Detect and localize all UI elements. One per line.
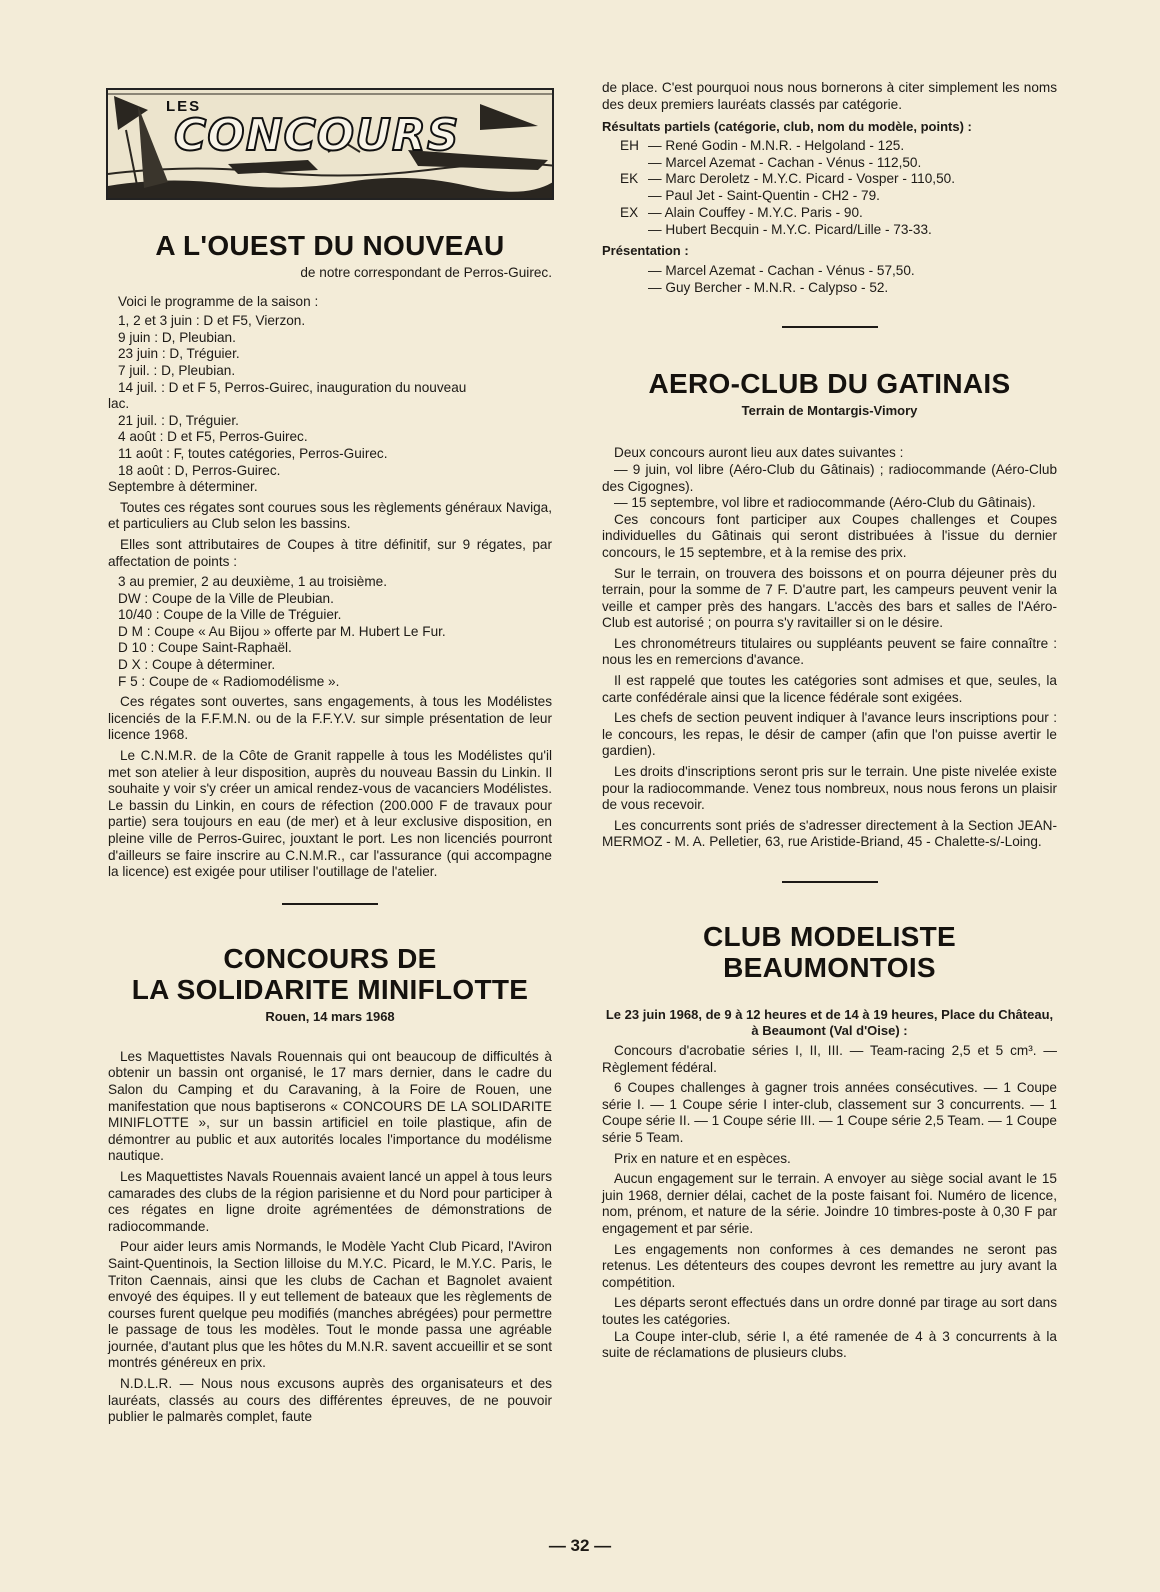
result-text: — Hubert Becquin - M.Y.C. Picard/Lille - 73-33. [648,221,932,237]
beaumont-paragraph: Concours d'acrobatie séries I, II, III. — Team-racing 2,5 et 5 cm³. — Règlement fédéral. [602,1043,1057,1075]
banner-concours-label: CONCOURS [174,110,460,161]
schedule-item: 21 juil. : D, Tréguier. [118,412,239,428]
result-text: — Paul Jet - Saint-Quentin - CH2 - 79. [648,188,880,204]
result-category: EX [620,204,639,220]
result-row [602,188,1057,205]
beaumont-title-line1: CLUB MODELISTE [702,921,957,952]
gatinais-paragraph: — 15 septembre, vol libre et radiocommande (Aéro-Club du Gâtinais). [614,495,1036,511]
gatinais-paragraph: Les chefs de section peuvent indiquer à l'avance leurs inscriptions pour : le concours, les repas, le désir de camper (afin que l'on puisse avertir le gardien). [602,710,1057,759]
ouest-paragraph: Elles sont attributaires de Coupes à titre définitif, sur 9 régates, par affectation de points : [108,536,552,569]
schedule-item: 18 août : D, Perros-Guirec. [118,462,281,478]
results-list [602,138,1057,239]
solidarite-paragraph: N.D.L.R. — Nous nous excusons auprès des organisateurs et des lauréats, classés au cours des différentes épreuves, de ne pouvoir publier le palmarès complet, faute [108,1376,552,1425]
beaumont-paragraph: La Coupe inter-club, série I, a été ramenée de 4 à 3 concurrents à la suite de réclamations de plusieurs clubs. [602,1328,1057,1361]
beaumont-paragraph: Aucun engagement sur le terrain. A envoyer au siège social avant le 15 juin 1968, dernier délai, cachet de la poste faisant foi. Numéro de licence, nom, prénom, et nature de la série. Joindre 10 timbres-poste à 0,30 F par engagement et par série. [602,1171,1057,1236]
solidarite-subtitle: Rouen, 14 mars 1968 [265,1008,395,1024]
ouest-intro: Voici le programme de la saison : [118,293,319,309]
banner-les-label: LES [166,98,202,115]
results-header: Résultats partiels (catégorie, club, nom du modèle, points) : [602,119,972,135]
schedule-item: Septembre à déterminer. [108,479,258,495]
points-item: DW : Coupe de la Ville de Pleubian. [118,590,334,606]
points-item: D X : Coupe à déterminer. [118,657,276,673]
presentation-item: — Guy Bercher - M.N.R. - Calypso - 52. [648,279,889,295]
beaumont-title-line2: BEAUMONTOIS [723,952,936,983]
solidarite-title-line2: LA SOLIDARITE MINIFLOTTE [131,973,529,1005]
presentation-header: Présentation : [602,242,689,258]
points-item: D 10 : Coupe Saint-Raphaël. [118,640,292,656]
left-column [108,230,552,1426]
gatinais-paragraph: Les droits d'inscriptions seront pris sur le terrain. Une piste nivelée existe pour la radiocommande. Venez tous nombreux, nous nous ferons un plaisir de vous recevoir. [602,764,1057,813]
gatinais-paragraph: Les concurrents sont priés de s'adresser directement à la Section JEAN-MERMOZ - M. A. Pelletier, 63, rue Aristide-Briand, 45 - Chalette-s/-Loing. [602,817,1057,850]
result-text: — Marcel Azemat - Cachan - Vénus - 112,50. [648,154,922,170]
ouest-byline: de notre correspondant de Perros-Guirec. [300,265,552,280]
schedule-item: 9 juin : D, Pleubian. [118,329,236,345]
result-row [602,205,1057,222]
result-category: EK [620,171,639,187]
result-row [602,222,1057,239]
result-text: — Alain Couffey - M.Y.C. Paris - 90. [648,204,863,220]
points-item: 3 au premier, 2 au deuxième, 1 au troisième. [118,574,388,590]
gatinais-paragraph: Les chronométreurs titulaires ou suppléants peuvent se faire connaître : nous les en remercions d'avance. [602,635,1057,668]
beaumont-paragraph: Les départs seront effectués dans un ordre donné par tirage au sort dans toutes les catégories. [602,1295,1057,1327]
ouest-paragraph: Toutes ces régates sont courues sous les règlements généraux Naviga, et particuliers au Club selon les bassins. [108,499,552,532]
result-row [602,171,1057,188]
points-item: F 5 : Coupe de « Radiomodélisme ». [118,673,340,689]
result-row [602,155,1057,172]
gatinais-paragraph: Ces concours font participer aux Coupes challenges et Coupes individuelles du Gâtinais qui seront distribuées à l'issue du dernier concours, le 15 septembre, et à la remise des prix. [602,511,1057,560]
schedule-item: 11 août : F, toutes catégories, Perros-Guirec. [118,445,388,461]
ouest-paragraph: Le C.N.M.R. de la Côte de Granit rappelle à tous les Modélistes qu'il met son atelier à leur disposition, auprès du nouveau Bassin du Linkin. Il souhaite y voir s'y créer un amical rendez-vous de vacanciers Modélistes. Le bassin du Linkin, en cours de réfection (200.000 F de travaux pour partie) sera toujours en eau (de mer) et à leur exclusive disposition, en pleine ville de Perros-Guirec, jouxtant le port. Les non licenciés pourront d'ailleurs se faire inscrire au C.N.M.R., car l'assurance (qui accompagne la licence) est exigée pour utiliser l'outillage de l'atelier. [108,748,552,880]
solidarite-paragraph: Les Maquettistes Navals Rouennais qui ont beaucoup de difficultés à obtenir un bassin ont organisé, le 17 mars dernier, dans le cadre du Salon du Camping et du Caravaning, à la Foire de Rouen, une manifestation que nous baptiserons « CONCOURS DE LA SOLIDARITE MINIFLOTTE », sur un bassin artificiel en toile plastique, afin de démontrer au public et aux autorités locales l'importance du modélisme nautique. [108,1048,552,1164]
schedule-item: 14 juil. : D et F 5, Perros-Guirec, inauguration du nouveau [118,379,467,395]
schedule-item: 4 août : D et F5, Perros-Guirec. [118,429,308,445]
beaumont-paragraph: 6 Coupes challenges à gagner trois années consécutives. — 1 Coupe série I. — 1 Coupe série I inter-club, classement sur 3 concurrents. — 1 Coupe série II. — 1 Coupe série III. — 1 Coupe série 2,5 Team. — 1 Coupe série 5 Team. [602,1080,1057,1145]
result-text: — René Godin - M.N.R. - Helgoland - 125. [648,137,905,153]
les-concours-banner [106,88,554,200]
result-text: — Marc Deroletz - M.Y.C. Picard - Vosper - 110,50. [648,171,955,187]
gatinais-paragraph: — 9 juin, vol libre (Aéro-Club du Gâtinais) ; radiocommande (Aéro-Club des Cigognes). [602,461,1057,494]
schedule-item: lac. [108,396,130,412]
ouest-paragraph: Ces régates sont ouvertes, sans engagements, à tous les Modélistes licenciés de la F.F.M.N. ou de la F.F.Y.V. sur simple présentation de leur licence 1968. [108,694,552,743]
points-item: D M : Coupe « Au Bijou » offerte par M. Hubert Le Fur. [118,623,446,639]
beaumont-subtitle: Le 23 juin 1968, de 9 à 12 heures et de 14 à 19 heures, Place du Château, à Beaumont (Val d'Oise) : [605,1007,1054,1038]
points-item: 10/40 : Coupe de la Ville de Tréguier. [118,607,342,623]
gatinais-title: AERO-CLUB DU GATINAIS [648,368,1011,400]
schedule-item: 7 juil. : D, Pleubian. [118,362,236,378]
page-number: — 32 — [548,1536,612,1555]
schedule-list [108,313,552,496]
solidarite-title-line1: CONCOURS DE [223,942,437,974]
solidarite-paragraph: Pour aider leurs amis Normands, le Modèle Yacht Club Picard, l'Aviron Saint-Quentinois, la Section lilloise du M.Y.C. Picard, le M.Y.C. Paris, le Triton Caennais, ainsi que les clubs de Cachan et Bagnolet avaient envoyé des équipes. Il y eut tellement de bateaux que les règlements de courses furent quelque peu modifiés (manches abrégées) pour permettre le passage de tous les modèles. Tout le monde passa une agréable journée, d'autant plus que les hôtes du M.N.R. savent accueillir et se sont montrés généreux en prix. [108,1239,552,1371]
result-category: EH [620,137,639,153]
gatinais-paragraph: Il est rappelé que toutes les catégories sont admises et que, seules, la carte confédérale ainsi que la licence fédérale sont exigées. [602,673,1057,705]
result-row [602,138,1057,155]
gatinais-paragraph: Sur le terrain, on trouvera des boissons et on pourra déjeuner près du terrain, pour la somme de 7 F. D'autre part, les campeurs peuvent venir la veille et camper près des hangars. L'accès des bars et salles de l'Aéro-Club est autorisé ; on pourra s'y ravitailler si on le désire. [602,565,1057,631]
points-list [108,574,552,690]
solidarite-paragraph: Les Maquettistes Navals Rouennais avaient lancé un appel à tous leurs camarades des clubs de la région parisienne et du Nord pour participer à ces régates en ligne droite agrémentées de démonstrations de radiocommande. [108,1168,552,1234]
beaumont-paragraph: Les engagements non conformes à ces demandes ne seront pas retenus. Les détenteurs des coupes devront les remettre au jury avant la compétition. [602,1241,1057,1290]
continuation-paragraph: de place. C'est pourquoi nous nous bornerons à citer simplement les noms des deux premiers lauréats classés par catégorie. [602,80,1057,112]
presentation-item: — Marcel Azemat - Cachan - Vénus - 57,50. [648,263,915,279]
right-column [602,80,1057,1362]
gatinais-subtitle: Terrain de Montargis-Vimory [741,403,918,419]
schedule-item: 1, 2 et 3 juin : D et F5, Vierzon. [118,313,306,329]
gatinais-paragraph: Deux concours auront lieu aux dates suivantes : [614,445,904,461]
schedule-item: 23 juin : D, Tréguier. [118,346,240,362]
ouest-title: A L'OUEST DU NOUVEAU [155,230,505,261]
beaumont-paragraph: Prix en nature et en espèces. [614,1150,791,1166]
